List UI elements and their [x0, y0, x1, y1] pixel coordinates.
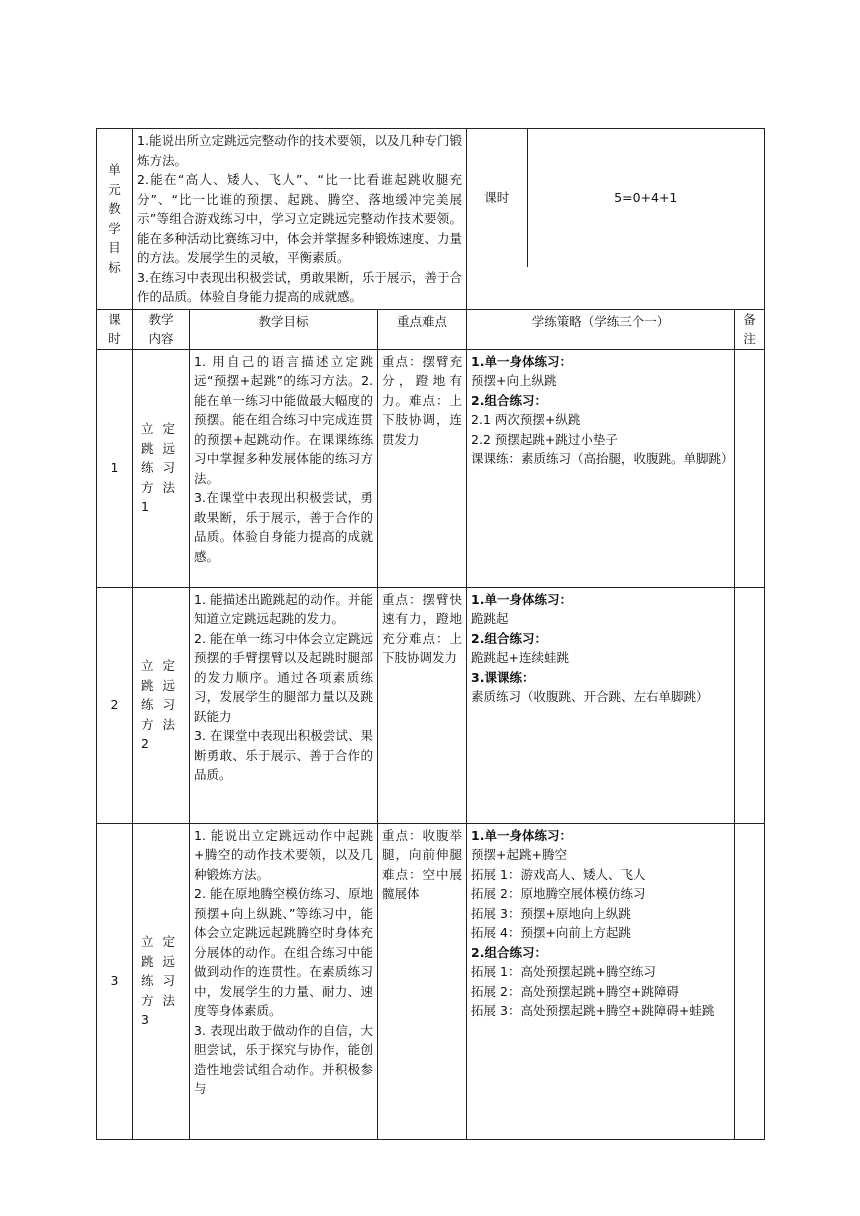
unit-goals-label — [97, 129, 133, 310]
lesson-goals — [190, 823, 378, 1139]
strategy-line: 1.单一身体练习： — [471, 591, 572, 607]
goal-line: 1. 能说出立定跳远动作中起跳+腾空的动作技术要领，以及几种锻炼方法。 — [194, 827, 373, 882]
lesson-key-points: 重点：收腹举腿，向前伸腿难点：空中展髋展体 — [378, 823, 467, 1139]
unit-goal-line: 1.能说出所立定跳远完整动作的技术要领，以及几种专门锻炼方法。 — [137, 133, 463, 168]
goal-line: 2. 能在原地腾空模仿练习、原地预摆+向上纵跳、”等练习中，能体会立定跳远起跳腾空时身体充分展体的动作。在组合练习中能做到动作的连贯性。在素质练习中，发展学生的力量、耐力、速度等身体素质。 — [194, 886, 373, 1018]
lesson-content: 立定跳远练习方法1 — [133, 349, 190, 587]
header-lesson: 课时 — [97, 309, 133, 349]
strategy-line: 素质练习（收腹跳、开合跳、左右单脚跳） — [471, 689, 709, 704]
lesson-row — [97, 823, 765, 1139]
label-char: 教 — [108, 201, 121, 217]
header-key: 重点难点 — [378, 309, 467, 349]
label-char: 元 — [108, 181, 121, 197]
strategy-line: 课课练：素质练习（高抬腿，收腹跳。单脚跳） — [471, 451, 734, 466]
table-header-row — [97, 309, 765, 349]
strategy-line: 拓展 3：高处预摆起跳+腾空+跳障碍+蛙跳 — [471, 1003, 715, 1018]
goal-line: 2. 能在单一练习中体会立定跳远预摆的手臂摆臂以及起跳时腿部的发力顺序。通过各项素质练习，发展学生的腿部力量以及跳跃能力 — [194, 630, 373, 724]
strategy-line: 拓展 2：高处预摆起跳+腾空+跳障碍 — [471, 983, 679, 999]
strategy-line: 预摆+起跳+腾空 — [471, 847, 567, 862]
lesson-number: 1 — [97, 349, 133, 587]
strategy-line: 2.1 两次预摆+纵跳 — [471, 412, 581, 427]
hours-label: 课时 — [467, 129, 527, 267]
lesson-plan-table — [96, 128, 765, 1140]
goal-line: 3. 在课堂中表现出积极尝试、果断勇敢、乐于展示、善于合作的品质。 — [194, 728, 373, 782]
header-goals: 教学目标 — [190, 309, 378, 349]
goal-line: 3.在课堂中表现出积极尝试，勇敢果断，乐于展示，善于合作的品质。体验自身能力提高的成就感。 — [194, 490, 373, 564]
label-char: 标 — [108, 259, 121, 275]
label-char: 学 — [108, 220, 121, 236]
strategy-line: 拓展 4：预摆+向前上方起跳 — [471, 925, 631, 940]
strategy-line: 2.组合练习： — [471, 392, 547, 408]
strategy-line: 跪跳起 — [471, 611, 509, 626]
strategy-line: 2.组合练习： — [471, 630, 547, 646]
lesson-number: 2 — [97, 587, 133, 823]
lesson-row — [97, 349, 765, 587]
unit-goal-line: 2.能在“高人、矮人、飞人”、“比一比看谁起跳收腿充分”、“比一比谁的预摆、起跳、腾空、落地缓冲完美展示”等组合游戏练习中，学习立定跳远完整动作技术要领。能在多种活动比赛练习中，体会并掌握多种锻炼速度、力量的方法。发展学生的灵敏，平衡素质。 — [137, 172, 463, 265]
strategy-line: 预摆+向上纵跳 — [471, 373, 557, 388]
label-char: 单 — [108, 162, 121, 178]
header-strategy: 学练策略（学练三个一） — [467, 309, 735, 349]
strategy-line: 跪跳起+连续蛙跳 — [471, 650, 569, 665]
unit-hours-cell — [467, 129, 765, 310]
unit-goal-line: 3.在练习中表现出积极尝试，勇敢果断，乐于展示，善于合作的品质。体验自身能力提高的成就感。 — [137, 269, 463, 304]
lesson-strategy — [467, 587, 735, 823]
lesson-content: 立定跳远练习方法3 — [133, 823, 190, 1139]
lesson-strategy — [467, 349, 735, 587]
header-notes: 备注 — [735, 309, 765, 349]
lesson-notes — [735, 349, 765, 587]
strategy-line: 拓展 3：预摆+原地向上纵跳 — [471, 905, 631, 921]
unit-goals-text — [133, 129, 467, 310]
strategy-line: 2.组合练习： — [471, 944, 547, 960]
lesson-notes — [735, 823, 765, 1139]
label-char: 目 — [108, 240, 121, 256]
lesson-key-points: 重点：摆臂快速有力，蹬地充分难点：上下肢协调发力 — [378, 587, 467, 823]
hours-value: 5=0+4+1 — [614, 190, 678, 206]
lesson-goals — [190, 587, 378, 823]
lesson-number: 3 — [97, 823, 133, 1139]
goal-line: 3. 表现出敢于做动作的自信，大胆尝试，乐于探究与协作，能创造性地尝试组合动作。并积极参与 — [194, 1022, 373, 1096]
strategy-line: 2.2 预摆起跳+跳过小垫子 — [471, 431, 618, 447]
strategy-line: 1.单一身体练习： — [471, 353, 572, 369]
lesson-key-points: 重点：摆臂充分，蹬地有力。难点：上下肢协调，连贯发力 — [378, 349, 467, 587]
strategy-line: 拓展 1：游戏高人、矮人、飞人 — [471, 866, 646, 882]
goal-line: 1. 用自己的语言描述立定跳远“预摆+起跳”的练习方法。2.能在单一练习中能做最大幅度的预摆。能在组合练习中完成连贯的预摆+起跳动作。在课课练练习中掌握多种发展体能的练习方法。 — [194, 353, 373, 486]
lesson-notes — [735, 587, 765, 823]
strategy-line: 3.课课练： — [471, 669, 535, 685]
strategy-line: 拓展 1：高处预摆起跳+腾空练习 — [471, 964, 656, 979]
header-content: 教学内容 — [133, 309, 190, 349]
lesson-content: 立定跳远练习方法2 — [133, 587, 190, 823]
strategy-line: 拓展 2：原地腾空展体模仿练习 — [471, 886, 646, 901]
lesson-row — [97, 587, 765, 823]
strategy-line: 1.单一身体练习： — [471, 827, 572, 843]
goal-line: 1. 能描述出跪跳起的动作。并能知道立定跳远起跳的发力。 — [194, 591, 373, 626]
lesson-goals — [190, 349, 378, 587]
lesson-strategy — [467, 823, 735, 1139]
unit-goals-row — [97, 129, 765, 310]
